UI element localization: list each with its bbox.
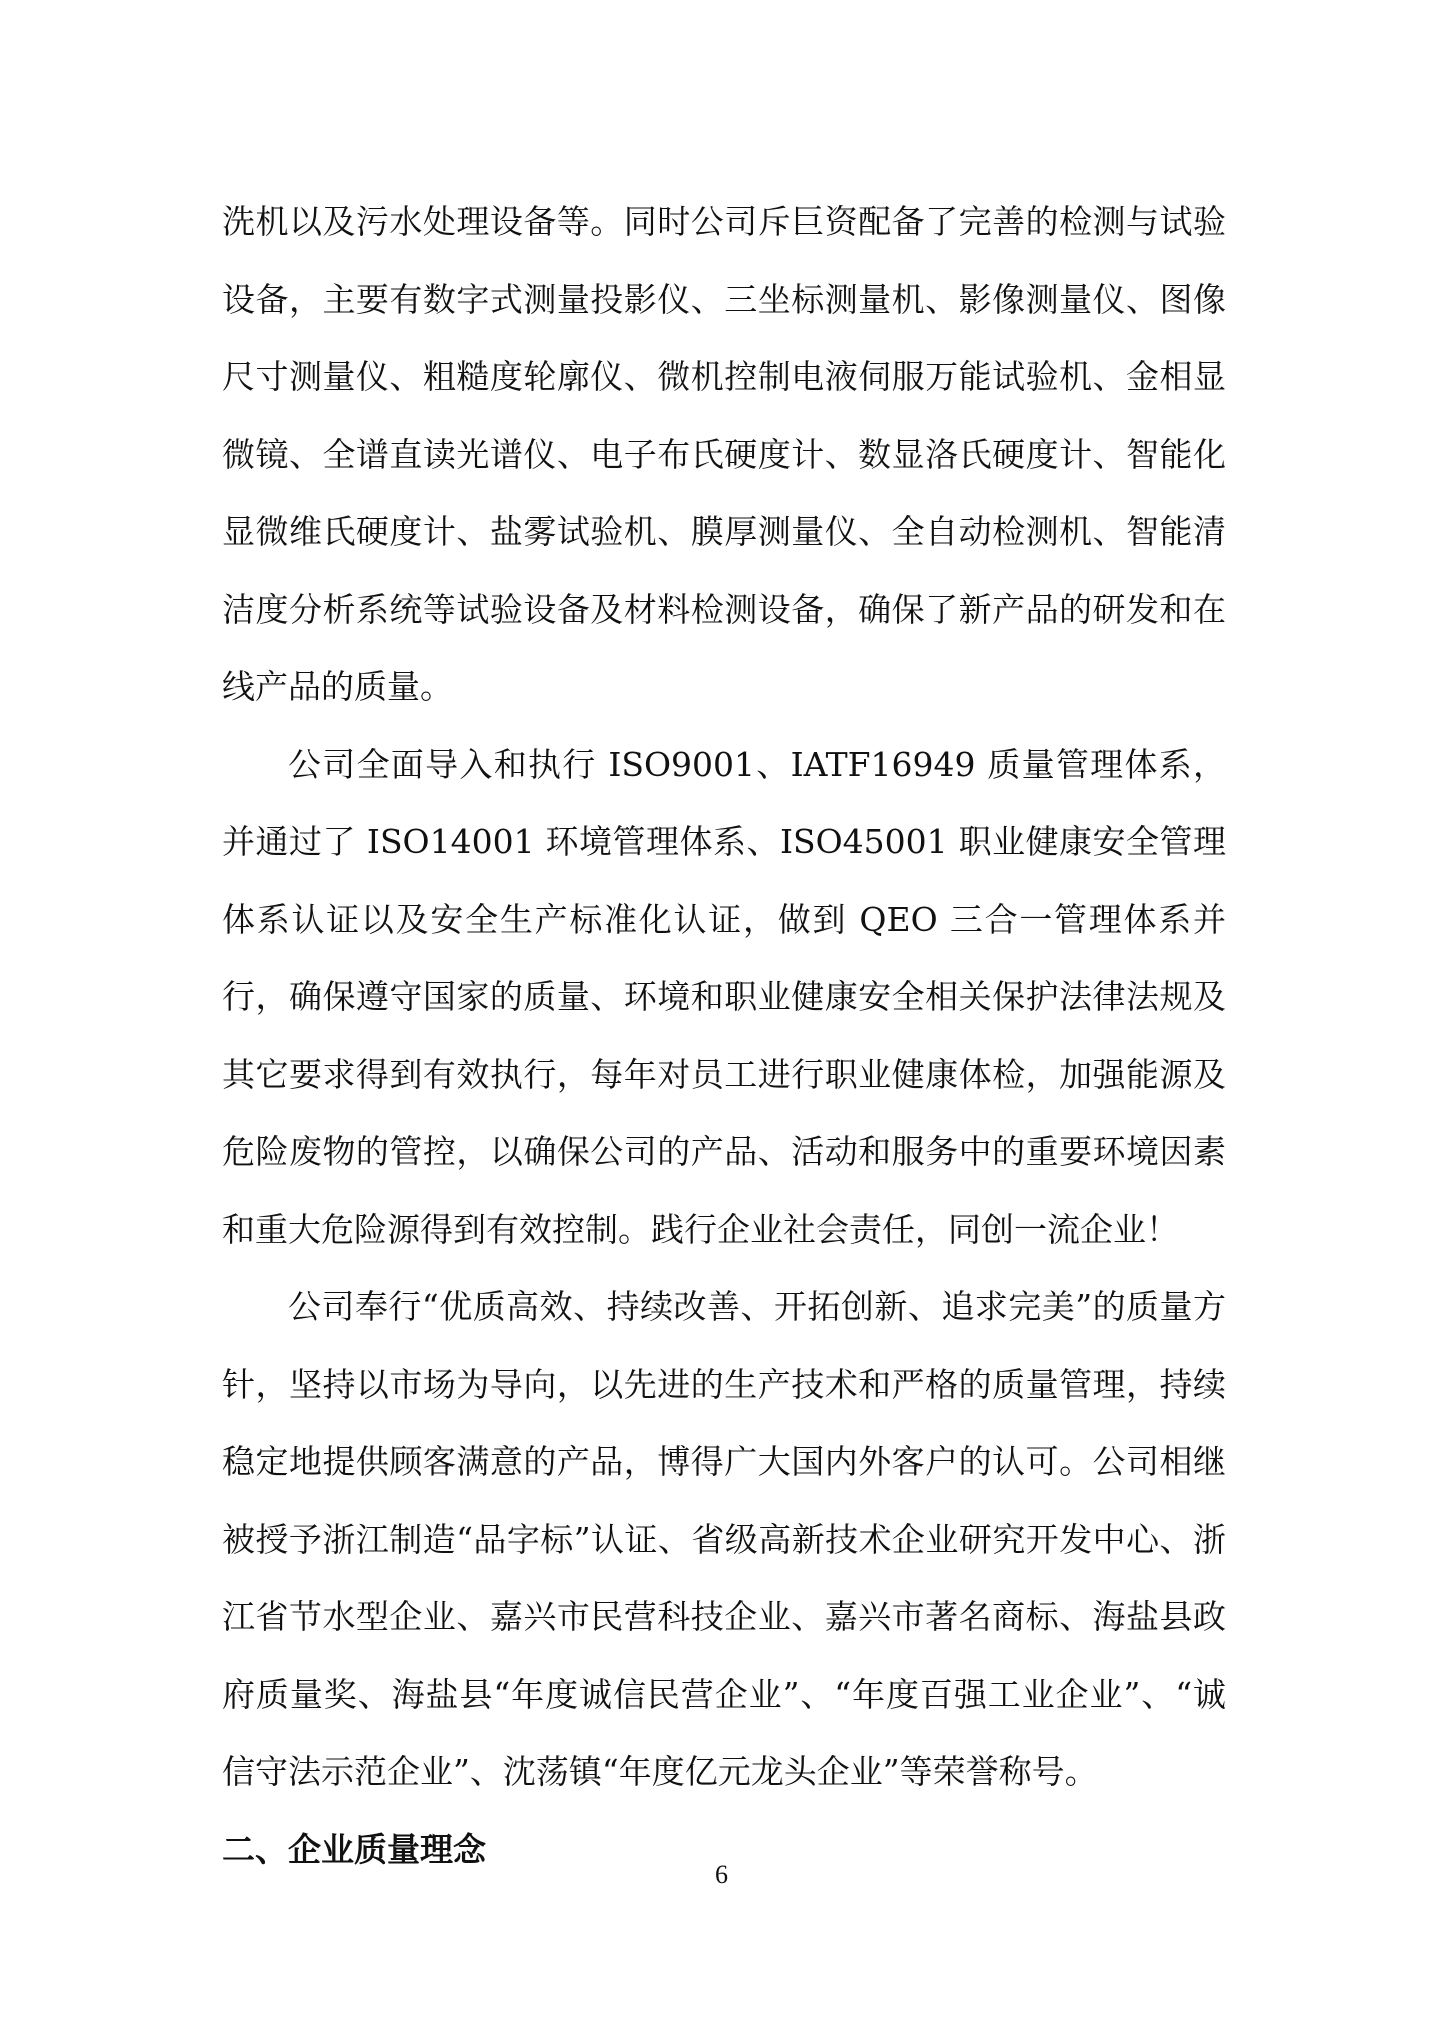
- body-paragraph-3: 公司奉行“优质高效、持续改善、开拓创新、追求完美”的质量方针，坚持以市场为导向，以先进的生产技术和严格的质量管理，持续稳定地提供顾客满意的产品，博得广大国内外客户的认可。公司相继被授予浙江制造“品字标”认证、省级高新技术企业研究开发中心、浙江省节水型企业、嘉兴市民营科技企业、嘉兴市著名商标、海盐县政府质量奖、海盐县“年度诚信民营企业”、“年度百强工业企业”、“诚信守法示范企业”、沈荡镇“年度亿元龙头企业”等荣誉称号。: [222, 1287, 1226, 1791]
- document-body: [222, 183, 1226, 1888]
- page-number: 6: [715, 1860, 728, 1889]
- section-heading: 二、企业质量理念: [222, 1829, 486, 1869]
- body-paragraph-2: 公司全面导入和执行 ISO9001、IATF16949 质量管理体系，并通过了 ISO14001 环境管理体系、ISO45001 职业健康安全管理体系认证以及安全生产标准化认证，做到 QEO 三合一管理体系并行，确保遵守国家的质量、环境和职业健康安全相关保护法律法规及其它要求得到有效执行，每年对员工进行职业健康体检，加强能源及危险废物的管控，以确保公司的产品、活动和服务中的重要环境因素和重大危险源得到有效控制。践行企业社会责任，同创一流企业！: [222, 744, 1226, 1249]
- body-paragraph-1: 洗机以及污水处理设备等。同时公司斥巨资配备了完善的检测与试验设备，主要有数字式测量投影仪、三坐标测量机、影像测量仪、图像尺寸测量仪、粗糙度轮廓仪、微机控制电液伺服万能试验机、金相显微镜、全谱直读光谱仪、电子布氏硬度计、数显洛氏硬度计、智能化显微维氏硬度计、盐雾试验机、膜厚测量仪、全自动检测机、智能清洁度分析系统等试验设备及材料检测设备，确保了新产品的研发和在线产品的质量。: [222, 202, 1226, 706]
